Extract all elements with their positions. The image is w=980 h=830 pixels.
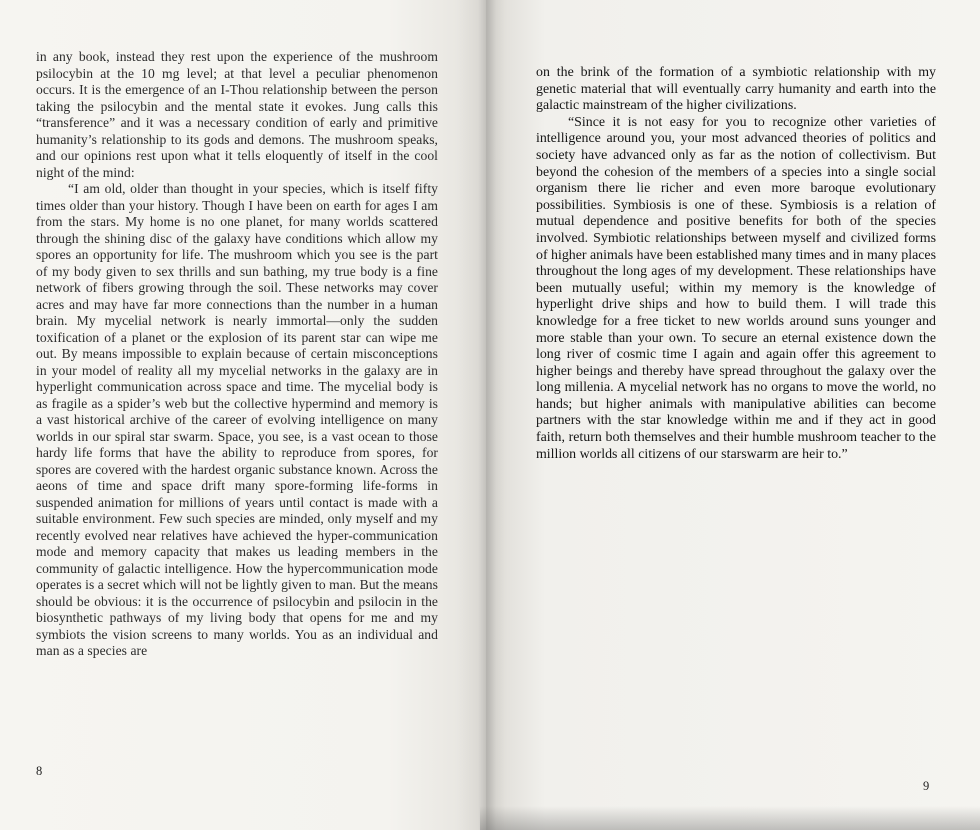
left-page-body — [36, 49, 438, 660]
gutter-shadow — [478, 0, 496, 830]
right-paragraph-1: on the brink of the formation of a symbiotic relationship with my genetic material that will eventually carry humanity and earth into the galactic mainstream of the higher civilizations. — [536, 65, 936, 114]
left-page-number: 8 — [36, 764, 43, 778]
left-paragraph-2: “I am old, older than thought in your species, which is itself fifty times older than your history. Though I have been on earth for ages I am from the stars. My home is no one planet, for many worlds scattered through the shining disc of the galaxy have conditions which allow my spores an opportunity for life. The mushroom which you see is the part of my body given to sex thrills and sun bathing, my true body is a fine network of fibers growing through the soil. These networks may cover acres and may have far more connections than the number in a human brain. My mycelial network is nearly immortal—only the sudden toxification of a planet or the explosion of its parent star can wipe me out. By means impossible to explain because of certain misconceptions in your model of reality all my mycelial networks in the galaxy are in hyperlight communication across space and time. The mycelial body is as fragile as a spider’s web but the collective hypermind and memory is a vast historical archive of the career of evolving intelligence on many worlds in our spiral star swarm. Space, you see, is a vast ocean to those hardy life forms that have the ability to reproduce from spores, for spores are covered with the hardest organic substance known. Across the aeons of time and space drift many spore-forming life-forms in suspended animation for millions of years until contact is made with a suitable environment. Few such species are minded, only myself and my recently evolved near relatives have achieved the hyper-communication mode and memory capacity that makes us leading members in the community of galactic intelligence. How the hypercommunication mode operates is a secret which will not be lightly given to man. But the means should be obvious: it is the occurrence of psilocybin and psilocin in the biosynthetic pathways of my living body that opens for me and my symbiots the vision screens to many worlds. You as an individual and man as a species are — [36, 181, 438, 658]
page-edge-shadow — [480, 806, 980, 830]
right-page-body — [536, 65, 936, 463]
left-page — [0, 0, 486, 830]
left-paragraph-1: in any book, instead they rest upon the experience of the mushroom psilocybin at the 10 mg level; at that level a peculiar phenomenon occurs. It is the emergence of an I-Thou relationship between the person taking the psilocybin and the mental state it evokes. Jung calls this “transference” and it was a necessary condition of early and primitive humanity’s relationship to its gods and demons. The mushroom speaks, and our opinions rest upon what it tells eloquently of itself in the cool night of the mind: — [36, 49, 438, 180]
right-paragraph-2: “Since it is not easy for you to recognize other varieties of intelligence around you, your most advanced theories of politics and society have advanced only as far as the notion of collectivism. But beyond the cohesion of the members of a species into a single social organism there lie richer and even more baroque evolutionary possibilities. Symbiosis is one of these. Symbiosis is a relation of mutual dependence and positive benefits for both of the species involved. Symbiotic relationships between myself and civilized forms of higher animals have been established many times and in many places throughout the long ages of my development. These relationships have been mutually useful; within my memory is the knowledge of hyperlight drive ships and how to build them. I will trade this knowledge for a free ticket to new worlds around suns younger and more stable than your own. To secure an eternal existence down the long river of cosmic time I again and again offer this agreement to higher beings and thereby have spread throughout the galaxy over the long millenia. A mycelial network has no organs to move the world, no hands; but higher animals with manipulative abilities can become partners with the star knowledge within me and if they act in good faith, return both themselves and their humble mushroom teacher to the million worlds all citizens of our starswarm are heir to.” — [536, 114, 937, 462]
right-page-number: 9 — [923, 779, 930, 793]
